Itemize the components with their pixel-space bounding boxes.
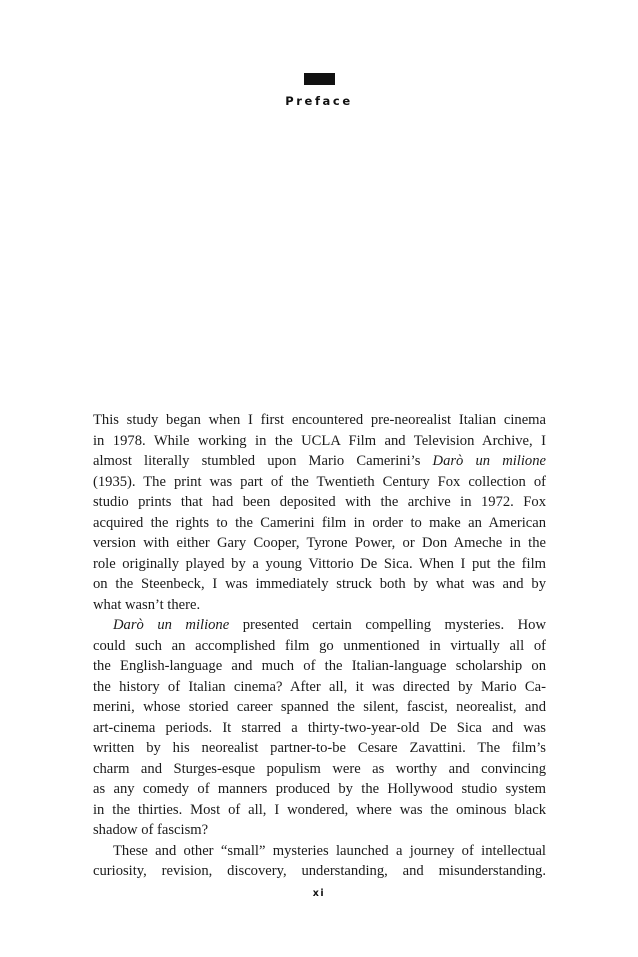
paragraph (93, 841, 546, 882)
text-line: the history of Italian cinema? After all, it was directed by Mario Ca- (93, 678, 546, 695)
text-line: version with either Gary Cooper, Tyrone Power, or Don Ameche in the (93, 535, 546, 551)
text-line: almost literally stumbled upon Mario Camerini’s Darò un milione (93, 453, 546, 469)
text-line: acquired the rights to the Camerini film in order to make an American (93, 514, 546, 531)
text-line: role originally played by a young Vittorio De Sica. When I put the film (93, 555, 546, 572)
text-line: merini, whose storied career spanned the silent, fascist, neorealist, and (93, 699, 546, 715)
text-line: curiosity, revision, discovery, understanding, and misunderstanding. (93, 863, 546, 879)
text-line: as any comedy of manners produced by the Hollywood studio system (93, 781, 546, 797)
text-line: could such an accomplished film go unmentioned in virtually all of (93, 637, 546, 654)
film-title: Darò un milione (432, 453, 546, 469)
text-line: charm and Sturges-esque populism were as worthy and convincing (93, 760, 546, 777)
page-number: xi (312, 888, 326, 899)
body-text (93, 410, 546, 882)
text-line: (1935). The print was part of the Twentieth Century Fox collection of (93, 473, 546, 490)
paragraph (93, 410, 546, 615)
chapter-marker-bar (304, 73, 335, 85)
text-line: shadow of fascism? (93, 822, 209, 838)
text-line: what wasn’t there. (93, 596, 201, 613)
text-line: written by his neorealist partner-to-be Cesare Zavattini. The film’s (93, 740, 546, 756)
text-line: This study began when I first encountered pre-neorealist Italian cinema (93, 412, 546, 428)
film-title: Darò un milione (113, 617, 230, 633)
text-line: studio prints that had been deposited with the archive in 1972. Fox (93, 494, 546, 510)
text-line: art-cinema periods. It starred a thirty-two-year-old De Sica and was (93, 719, 546, 736)
text-line: in the thirties. Most of all, I wondered, where was the ominous black (93, 801, 546, 818)
paragraph (93, 615, 546, 841)
text-line: on the Steenbeck, I was immediately struck both by what was and by (93, 576, 546, 592)
text-line: the English-language and much of the Italian-language scholarship on (93, 658, 546, 674)
chapter-title: Preface (285, 94, 353, 108)
text-line: Darò un milione presented certain compelling mysteries. How (113, 617, 546, 633)
text-line: in 1978. While working in the UCLA Film and Television Archive, I (93, 432, 546, 449)
text-line: These and other “small” mysteries launched a journey of intellectual (113, 842, 546, 859)
